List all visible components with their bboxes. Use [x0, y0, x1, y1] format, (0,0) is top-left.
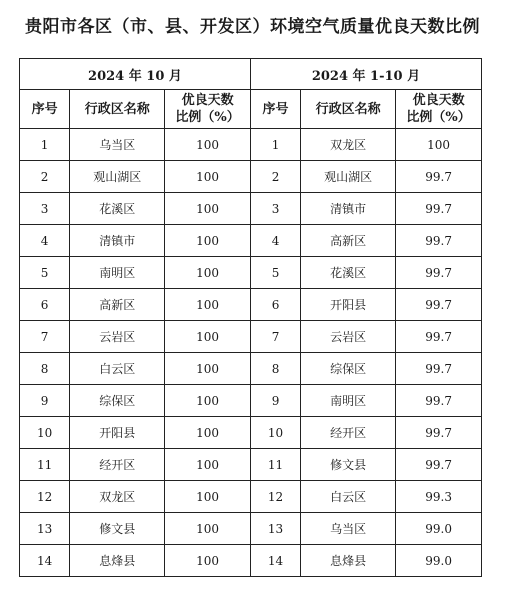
- right-district-cell: 修文县: [301, 449, 396, 481]
- right-ratio-cell: 99.7: [396, 289, 482, 321]
- right-ratio-cell: 99.7: [396, 161, 482, 193]
- left-ratio-cell: 100: [165, 161, 251, 193]
- right-district-cell: 观山湖区: [301, 161, 396, 193]
- left-ratio-cell: 100: [165, 289, 251, 321]
- right-district-cell: 经开区: [301, 417, 396, 449]
- right-seq-cell: 6: [250, 289, 300, 321]
- left-ratio-header: [165, 90, 251, 129]
- right-seq-cell: 9: [250, 385, 300, 417]
- left-seq-cell: 2: [20, 161, 70, 193]
- left-ratio-cell: 100: [165, 449, 251, 481]
- left-ratio-cell: 100: [165, 513, 251, 545]
- left-district-cell: 双龙区: [70, 481, 165, 513]
- left-district-cell: 白云区: [70, 353, 165, 385]
- left-district-cell: 开阳县: [70, 417, 165, 449]
- right-seq-cell: 2: [250, 161, 300, 193]
- ratio-header-line1: 优良天数: [181, 93, 234, 108]
- left-seq-cell: 1: [20, 129, 70, 161]
- left-district-cell: 息烽县: [70, 545, 165, 577]
- left-district-cell: 乌当区: [70, 129, 165, 161]
- left-ratio-cell: 100: [165, 417, 251, 449]
- left-ratio-cell: 100: [165, 193, 251, 225]
- table-row: [20, 481, 482, 513]
- table-row: [20, 289, 482, 321]
- right-seq-cell: 12: [250, 481, 300, 513]
- right-ratio-cell: 99.7: [396, 225, 482, 257]
- right-seq-cell: 14: [250, 545, 300, 577]
- left-ratio-cell: 100: [165, 353, 251, 385]
- right-district-cell: 高新区: [301, 225, 396, 257]
- right-seq-cell: 8: [250, 353, 300, 385]
- left-seq-cell: 10: [20, 417, 70, 449]
- right-seq-cell: 1: [250, 129, 300, 161]
- left-seq-cell: 4: [20, 225, 70, 257]
- table-row: [20, 545, 482, 577]
- table-row: [20, 449, 482, 481]
- table-row: [20, 417, 482, 449]
- right-ratio-cell: 99.7: [396, 193, 482, 225]
- table-row: [20, 129, 482, 161]
- right-district-cell: 清镇市: [301, 193, 396, 225]
- left-seq-cell: 5: [20, 257, 70, 289]
- left-ratio-cell: 100: [165, 481, 251, 513]
- right-seq-cell: 10: [250, 417, 300, 449]
- right-district-cell: 双龙区: [301, 129, 396, 161]
- left-district-cell: 观山湖区: [70, 161, 165, 193]
- right-district-cell: 白云区: [301, 481, 396, 513]
- left-seq-cell: 7: [20, 321, 70, 353]
- left-seq-cell: 9: [20, 385, 70, 417]
- left-ratio-cell: 100: [165, 385, 251, 417]
- right-district-cell: 乌当区: [301, 513, 396, 545]
- left-ratio-cell: 100: [165, 545, 251, 577]
- left-district-cell: 清镇市: [70, 225, 165, 257]
- left-period-header: 2024 年 10 月: [20, 59, 251, 90]
- left-district-cell: 修文县: [70, 513, 165, 545]
- right-ratio-cell: 99.7: [396, 321, 482, 353]
- right-ratio-cell: 99.3: [396, 481, 482, 513]
- left-seq-cell: 13: [20, 513, 70, 545]
- left-district-cell: 云岩区: [70, 321, 165, 353]
- table-row: [20, 161, 482, 193]
- left-ratio-cell: 100: [165, 225, 251, 257]
- page-title: 贵阳市各区（市、县、开发区）环境空气质量优良天数比例: [25, 17, 480, 37]
- ratio-header-line2: 比例（%）: [406, 110, 471, 125]
- table-row: [20, 193, 482, 225]
- right-ratio-cell: 99.0: [396, 513, 482, 545]
- right-seq-cell: 7: [250, 321, 300, 353]
- right-seq-header: 序号: [250, 90, 300, 129]
- right-district-cell: 综保区: [301, 353, 396, 385]
- left-ratio-cell: 100: [165, 321, 251, 353]
- right-period-header: 2024 年 1-10 月: [250, 59, 481, 90]
- left-district-cell: 综保区: [70, 385, 165, 417]
- right-district-cell: 花溪区: [301, 257, 396, 289]
- table-row: [20, 257, 482, 289]
- left-district-cell: 经开区: [70, 449, 165, 481]
- right-seq-cell: 13: [250, 513, 300, 545]
- ratio-header-line1: 优良天数: [412, 93, 465, 108]
- right-seq-cell: 3: [250, 193, 300, 225]
- table-row: [20, 353, 482, 385]
- left-ratio-cell: 100: [165, 129, 251, 161]
- right-ratio-cell: 99.7: [396, 353, 482, 385]
- left-district-cell: 南明区: [70, 257, 165, 289]
- left-seq-header: 序号: [20, 90, 70, 129]
- right-district-cell: 息烽县: [301, 545, 396, 577]
- left-seq-cell: 11: [20, 449, 70, 481]
- table-body: [20, 129, 482, 577]
- table-row: [20, 225, 482, 257]
- right-ratio-cell: 99.7: [396, 257, 482, 289]
- right-seq-cell: 5: [250, 257, 300, 289]
- left-ratio-cell: 100: [165, 257, 251, 289]
- left-district-cell: 高新区: [70, 289, 165, 321]
- column-header-row: [20, 90, 482, 129]
- left-seq-cell: 6: [20, 289, 70, 321]
- table-row: [20, 513, 482, 545]
- right-district-cell: 云岩区: [301, 321, 396, 353]
- right-ratio-cell: 99.7: [396, 449, 482, 481]
- left-seq-cell: 8: [20, 353, 70, 385]
- left-seq-cell: 12: [20, 481, 70, 513]
- right-ratio-cell: 99.0: [396, 545, 482, 577]
- right-district-header: 行政区名称: [301, 90, 396, 129]
- right-seq-cell: 4: [250, 225, 300, 257]
- left-district-cell: 花溪区: [70, 193, 165, 225]
- right-ratio-cell: 100: [396, 129, 482, 161]
- right-seq-cell: 11: [250, 449, 300, 481]
- right-ratio-cell: 99.7: [396, 385, 482, 417]
- left-seq-cell: 14: [20, 545, 70, 577]
- air-quality-table: [19, 58, 482, 577]
- ratio-header-line2: 比例（%）: [175, 110, 240, 125]
- right-district-cell: 开阳县: [301, 289, 396, 321]
- table-row: [20, 385, 482, 417]
- period-header-row: [20, 59, 482, 90]
- left-seq-cell: 3: [20, 193, 70, 225]
- right-district-cell: 南明区: [301, 385, 396, 417]
- right-ratio-header: [396, 90, 482, 129]
- left-district-header: 行政区名称: [70, 90, 165, 129]
- right-ratio-cell: 99.7: [396, 417, 482, 449]
- table-row: [20, 321, 482, 353]
